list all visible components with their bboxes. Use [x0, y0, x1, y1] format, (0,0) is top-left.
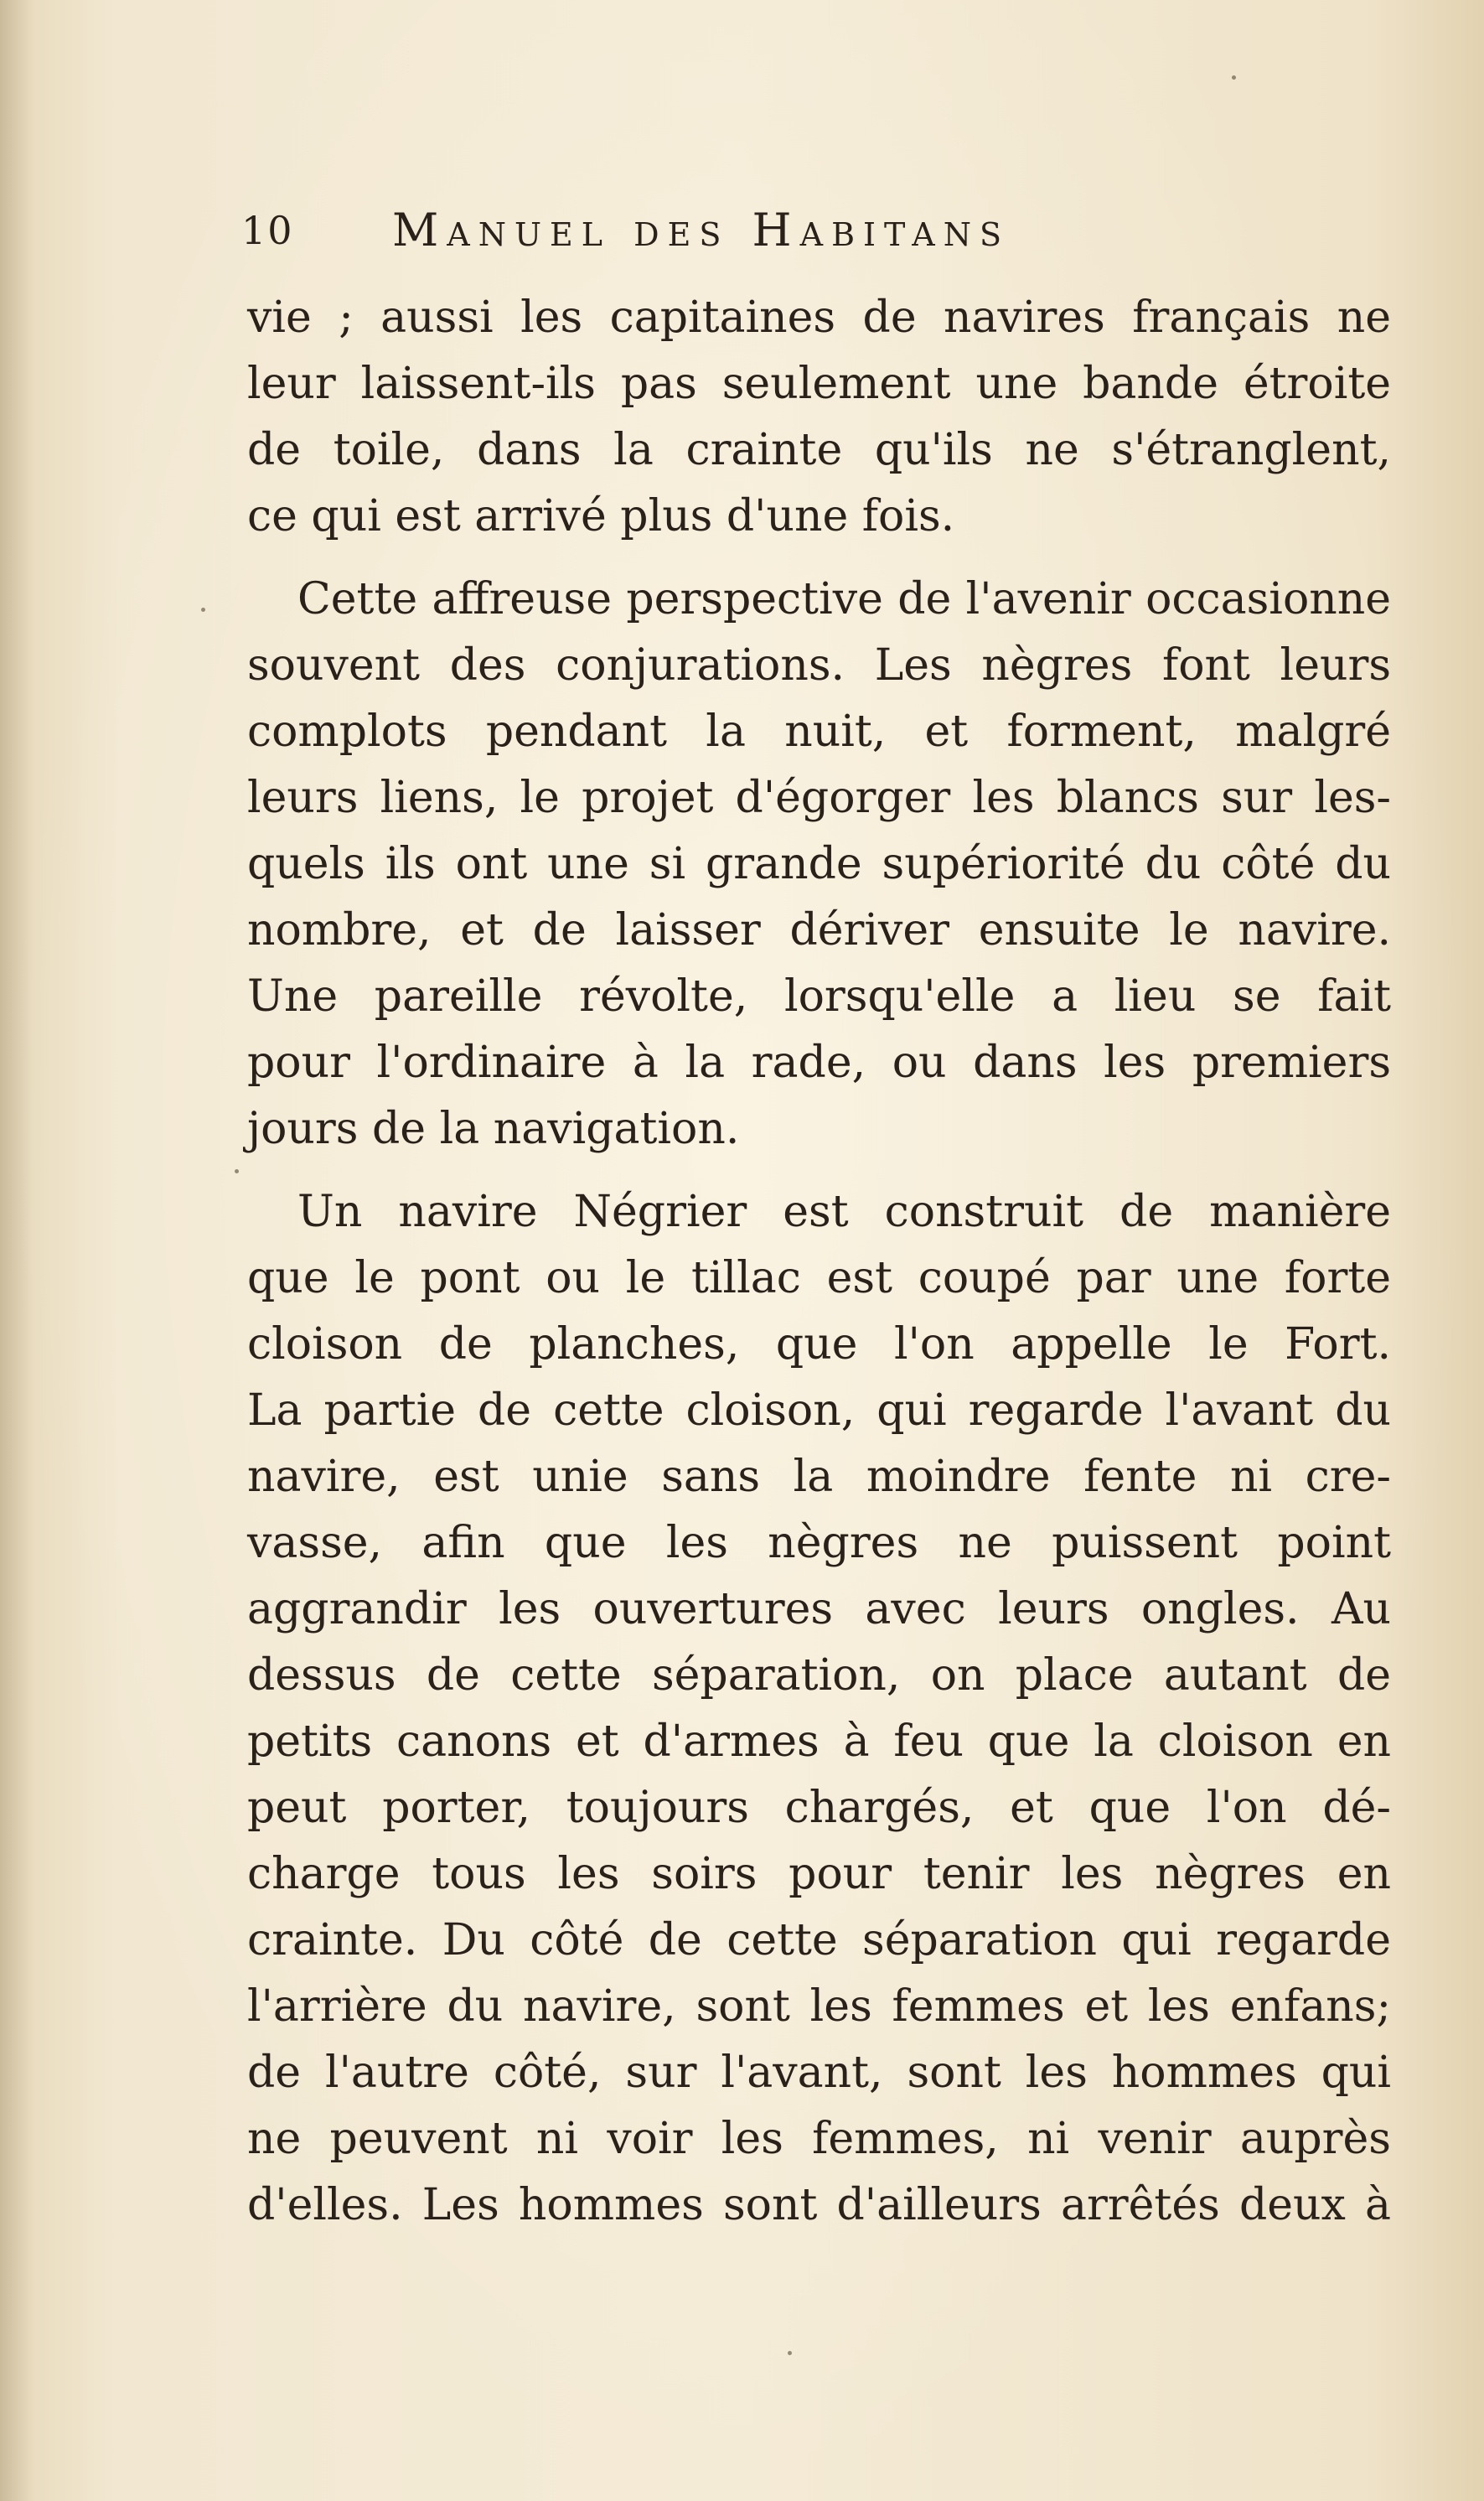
- text-line: ne peuvent ni voir les femmes, ni venir auprès: [247, 2114, 1391, 2164]
- text-line: de toile, dans la crainte qu'ils ne s'étranglent,: [247, 425, 1391, 475]
- text-line: que le pont ou le tillac est coupé par une forte: [247, 1253, 1391, 1303]
- text-line: charge tous les soirs pour tenir les nègres en: [247, 1849, 1391, 1899]
- running-head: Manuel des Habitans: [392, 204, 1011, 256]
- text-line: aggrandir les ouvertures avec leurs ongles. Au: [247, 1584, 1391, 1634]
- text-line: l'arrière du navire, sont les femmes et les enfans;: [247, 1981, 1391, 2032]
- text-line: quels ils ont une si grande supériorité du côté du: [247, 839, 1391, 889]
- text-line: dessus de cette séparation, on place autant de: [247, 1650, 1391, 1701]
- text-line: Une pareille révolte, lorsqu'elle a lieu se fait: [247, 971, 1391, 1022]
- text-line: vie ; aussi les capitaines de navires français ne: [247, 293, 1391, 343]
- text-line: complots pendant la nuit, et forment, malgré: [247, 707, 1391, 757]
- text-line: souvent des conjurations. Les nègres font leurs: [247, 640, 1391, 691]
- text-line: crainte. Du côté de cette séparation qui regarde: [247, 1915, 1391, 1965]
- text-line: vasse, afin que les nègres ne puissent point: [247, 1518, 1391, 1568]
- page-header: [241, 201, 1230, 260]
- binding-shadow: [0, 0, 34, 2501]
- text-line: cloison de planches, que l'on appelle le Fort.: [247, 1319, 1391, 1370]
- text-line: petits canons et d'armes à feu que la cloison en: [247, 1717, 1391, 1767]
- text-line: Cette affreuse perspective de l'avenir occasionne: [297, 574, 1391, 624]
- text-line: pour l'ordinaire à la rade, ou dans les premiers: [247, 1038, 1391, 1088]
- text-line: nombre, et de laisser dériver ensuite le navire.: [247, 905, 1391, 955]
- text-line: d'elles. Les hommes sont d'ailleurs arrêtés deux à: [247, 2180, 1391, 2230]
- paper-speck: [201, 608, 205, 612]
- text-line: de l'autre côté, sur l'avant, sont les hommes qui: [247, 2048, 1391, 2098]
- paper-speck: [788, 2351, 792, 2355]
- page-number: 10: [241, 208, 294, 253]
- text-line: leurs liens, le projet d'égorger les blancs sur les-: [247, 773, 1391, 823]
- text-line: leur laissent-ils pas seulement une bande étroite: [247, 359, 1391, 409]
- text-line: navire, est unie sans la moindre fente ni cre-: [247, 1452, 1391, 1502]
- text-line: ce qui est arrivé plus d'une fois.: [247, 491, 955, 541]
- text-line: La partie de cette cloison, qui regarde l'avant du: [247, 1385, 1391, 1436]
- paper-speck: [235, 1169, 239, 1173]
- text-line: peut porter, toujours chargés, et que l'on dé-: [247, 1783, 1391, 1833]
- text-line: jours de la navigation.: [247, 1104, 740, 1154]
- body-text: [247, 285, 1391, 2239]
- text-line: Un navire Négrier est construit de manière: [297, 1187, 1391, 1237]
- paper-speck: [1232, 75, 1236, 80]
